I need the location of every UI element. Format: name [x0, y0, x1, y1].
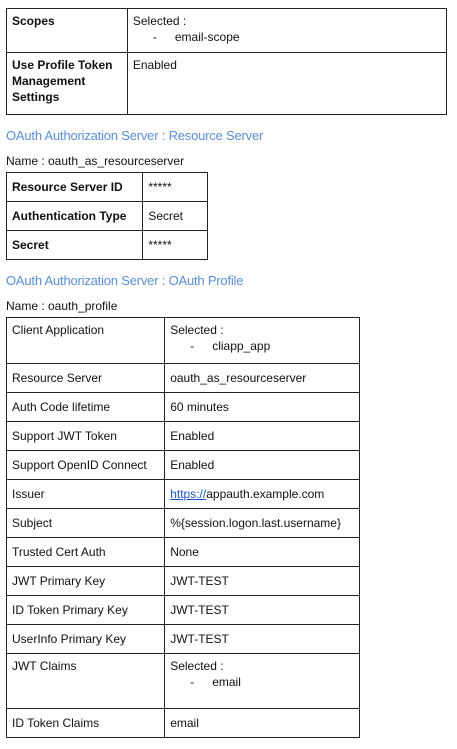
list-item: email: [212, 675, 241, 689]
selected-label: Selected :: [170, 659, 224, 673]
row-label: JWT Primary Key: [7, 567, 165, 596]
table-row: [7, 393, 360, 422]
table-row: [7, 596, 360, 625]
list-dash: -: [190, 675, 195, 689]
table-row: [7, 422, 360, 451]
scopes-table: [6, 8, 447, 115]
row-label: Resource Server ID: [7, 173, 143, 202]
list-dash: -: [190, 339, 195, 353]
table-row: [7, 202, 208, 231]
row-value: [165, 480, 360, 509]
name-line: Name : oauth_profile: [6, 299, 118, 313]
row-label: ID Token Claims: [7, 709, 165, 738]
row-label: Use Profile Token Management Settings: [7, 53, 128, 115]
row-value: [165, 654, 360, 709]
row-value: Enabled: [165, 422, 360, 451]
row-label: Issuer: [7, 480, 165, 509]
row-label: Subject: [7, 509, 165, 538]
row-value: JWT-TEST: [165, 625, 360, 654]
table-row: [7, 53, 447, 115]
table-row: [7, 9, 447, 53]
issuer-link[interactable]: https://: [170, 487, 207, 501]
row-label: Auth Code lifetime: [7, 393, 165, 422]
section-heading: OAuth Authorization Server : Resource Server: [6, 128, 264, 143]
list-item: cliapp_app: [212, 339, 271, 353]
resource-server-table: [6, 172, 208, 260]
row-label: Secret: [7, 231, 143, 260]
row-value: Secret: [143, 202, 208, 231]
row-label: UserInfo Primary Key: [7, 625, 165, 654]
oauth-profile-table: [6, 317, 360, 738]
selected-label: Selected :: [132, 14, 187, 28]
row-value: email: [165, 709, 360, 738]
table-row: [7, 173, 208, 202]
row-value: JWT-TEST: [165, 567, 360, 596]
table-row: [7, 451, 360, 480]
row-value: None: [165, 538, 360, 567]
row-value: Enabled: [165, 451, 360, 480]
row-value: [165, 318, 360, 364]
table-row: [7, 654, 360, 709]
row-label: Authentication Type: [7, 202, 143, 231]
row-value: *****: [143, 231, 208, 260]
row-value: [127, 9, 446, 53]
table-row: [7, 709, 360, 738]
table-row: [7, 509, 360, 538]
row-value: 60 minutes: [165, 393, 360, 422]
row-label: JWT Claims: [7, 654, 165, 709]
row-value: *****: [143, 173, 208, 202]
row-label: Resource Server: [7, 364, 165, 393]
row-value: Enabled: [127, 53, 446, 115]
section-heading: OAuth Authorization Server : OAuth Profile: [6, 273, 244, 288]
list-dash: -: [152, 30, 157, 44]
table-row: [7, 625, 360, 654]
row-label: Support OpenID Connect: [7, 451, 165, 480]
table-row: [7, 538, 360, 567]
row-label: Trusted Cert Auth: [7, 538, 165, 567]
table-row: [7, 231, 208, 260]
list-item: email-scope: [174, 30, 240, 44]
selected-label: Selected :: [170, 323, 224, 337]
row-value: %{session.logon.last.username}: [165, 509, 360, 538]
row-value: oauth_as_resourceserver: [165, 364, 360, 393]
row-label: Client Application: [7, 318, 165, 364]
table-row: [7, 480, 360, 509]
name-line: Name : oauth_as_resourceserver: [6, 154, 185, 168]
row-label: Scopes: [7, 9, 128, 53]
row-label: ID Token Primary Key: [7, 596, 165, 625]
issuer-host: appauth.example.com: [206, 487, 325, 501]
table-row: [7, 567, 360, 596]
row-label: Support JWT Token: [7, 422, 165, 451]
table-row: [7, 364, 360, 393]
table-row: [7, 318, 360, 364]
row-value: JWT-TEST: [165, 596, 360, 625]
